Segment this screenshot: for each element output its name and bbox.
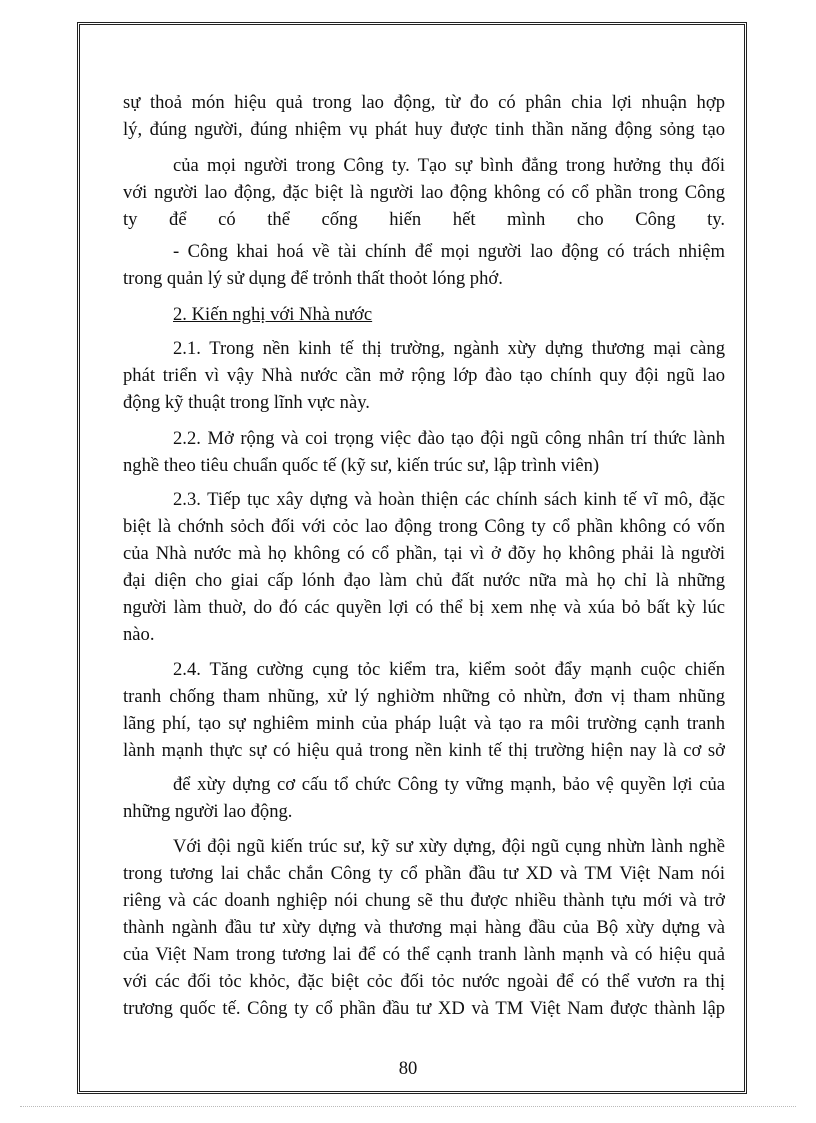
page-break-divider	[20, 1106, 796, 1107]
text-line: động kỹ thuật trong lĩnh vực này.	[123, 392, 370, 413]
text-line: những người lao động.	[123, 801, 293, 822]
text-line: của Nhà nước mà họ không có cổ phần, tại vì ở đõy họ không phải là người	[123, 543, 725, 564]
text-line: trong quản lý sử dụng để trỏnh thất thoỏt lóng phớ.	[123, 268, 503, 289]
text-line: để xừy dựng cơ cấu tổ chức Công ty vững mạnh, bảo vệ quyền lợi của	[173, 774, 725, 795]
text-line: 2.4. Tăng cường cụng tỏc kiểm tra, kiểm soỏt đẩy mạnh cuộc chiến	[173, 659, 725, 680]
text-line: tranh chống tham nhũng, xử lý nghiờm những cỏ nhừn, đơn vị tham nhũng	[123, 686, 725, 707]
text-line: 2.1. Trong nền kinh tế thị trường, ngành xừy dựng thương mại càng	[173, 338, 725, 359]
text-line: lý, đúng người, đúng nhiệm vụ phát huy được tinh thần năng động sỏng tạo	[123, 119, 725, 140]
text-line: sự thoả món hiệu quả trong lao động, từ đo có phân chia lợi nhuận hợp	[123, 92, 725, 113]
text-line: 2.2. Mở rộng và coi trọng việc đào tạo đội ngũ công nhân trí thức lành	[173, 428, 725, 449]
text-line: nào.	[123, 624, 155, 645]
text-line: ty để có thể cống hiến hết mình cho Công ty.	[123, 209, 725, 230]
text-line: biệt là chớnh sỏch đối với cỏc lao động trong Công ty cổ phần không có vốn	[123, 516, 725, 537]
text-line: của mọi người trong Công ty. Tạo sự bình đẳng trong hưởng thụ đối	[173, 155, 725, 176]
page-number: 80	[398, 1058, 418, 1079]
text-line: thành ngành đầu tư xừy dựng và thương mại hàng đầu của Bộ xừy dựng và	[123, 917, 725, 938]
text-line: nghề theo tiêu chuẩn quốc tế (kỹ sư, kiến trúc sư, lập trình viên)	[123, 455, 600, 476]
text-line: người làm thuờ, do đó các quyền lợi có thể bị xem nhẹ và xúa bỏ bất kỳ lúc	[123, 597, 725, 618]
text-line: phát triển vì vậy Nhà nước cần mở rộng lớp đào tạo chính quy đội ngũ lao	[123, 365, 725, 386]
text-line: trong tương lai chắc chắn Công ty cổ phần đầu tư XD và TM Việt Nam nói	[123, 863, 725, 884]
text-line: riêng và các doanh nghiệp nói chung sẽ thu được nhiều thành tựu mới và trở	[123, 890, 725, 911]
text-line: trương quốc tế. Công ty cổ phần đầu tư XD và TM Việt Nam được thành lập	[123, 998, 725, 1019]
text-line: Với đội ngũ kiến trúc sư, kỹ sư xừy dựng, đội ngũ cụng nhừn lành nghề	[173, 836, 725, 857]
text-line: lành mạnh thực sự có hiệu quả trong nền kinh tế thị trường hiện nay là cơ sở	[123, 740, 725, 761]
section-heading: 2. Kiến nghị với Nhà nước	[173, 304, 373, 325]
text-line: của Việt Nam trong tương lai để có thể cạnh tranh lành mạnh và có hiệu quả	[123, 944, 725, 965]
text-line: - Công khai hoá về tài chính để mọi người lao động có trách nhiệm	[173, 241, 725, 262]
text-line: với các đối tỏc khỏc, đặc biệt cỏc đối tỏc nước ngoài để có thể vươn ra thị	[123, 971, 725, 992]
text-line: 2.3. Tiếp tục xây dựng và hoàn thiện các chính sách kinh tế vĩ mô, đặc	[173, 489, 725, 510]
text-line: với người lao động, đặc biệt là người lao động không có cổ phần trong Công	[123, 182, 725, 203]
text-line: lãng phí, tạo sự nghiêm minh của pháp luật và tạo ra môi trường cạnh tranh	[123, 713, 725, 734]
text-line: đại diện cho giai cấp lónh đạo làm chủ đất nước nữa mà họ chỉ là những	[123, 570, 725, 591]
